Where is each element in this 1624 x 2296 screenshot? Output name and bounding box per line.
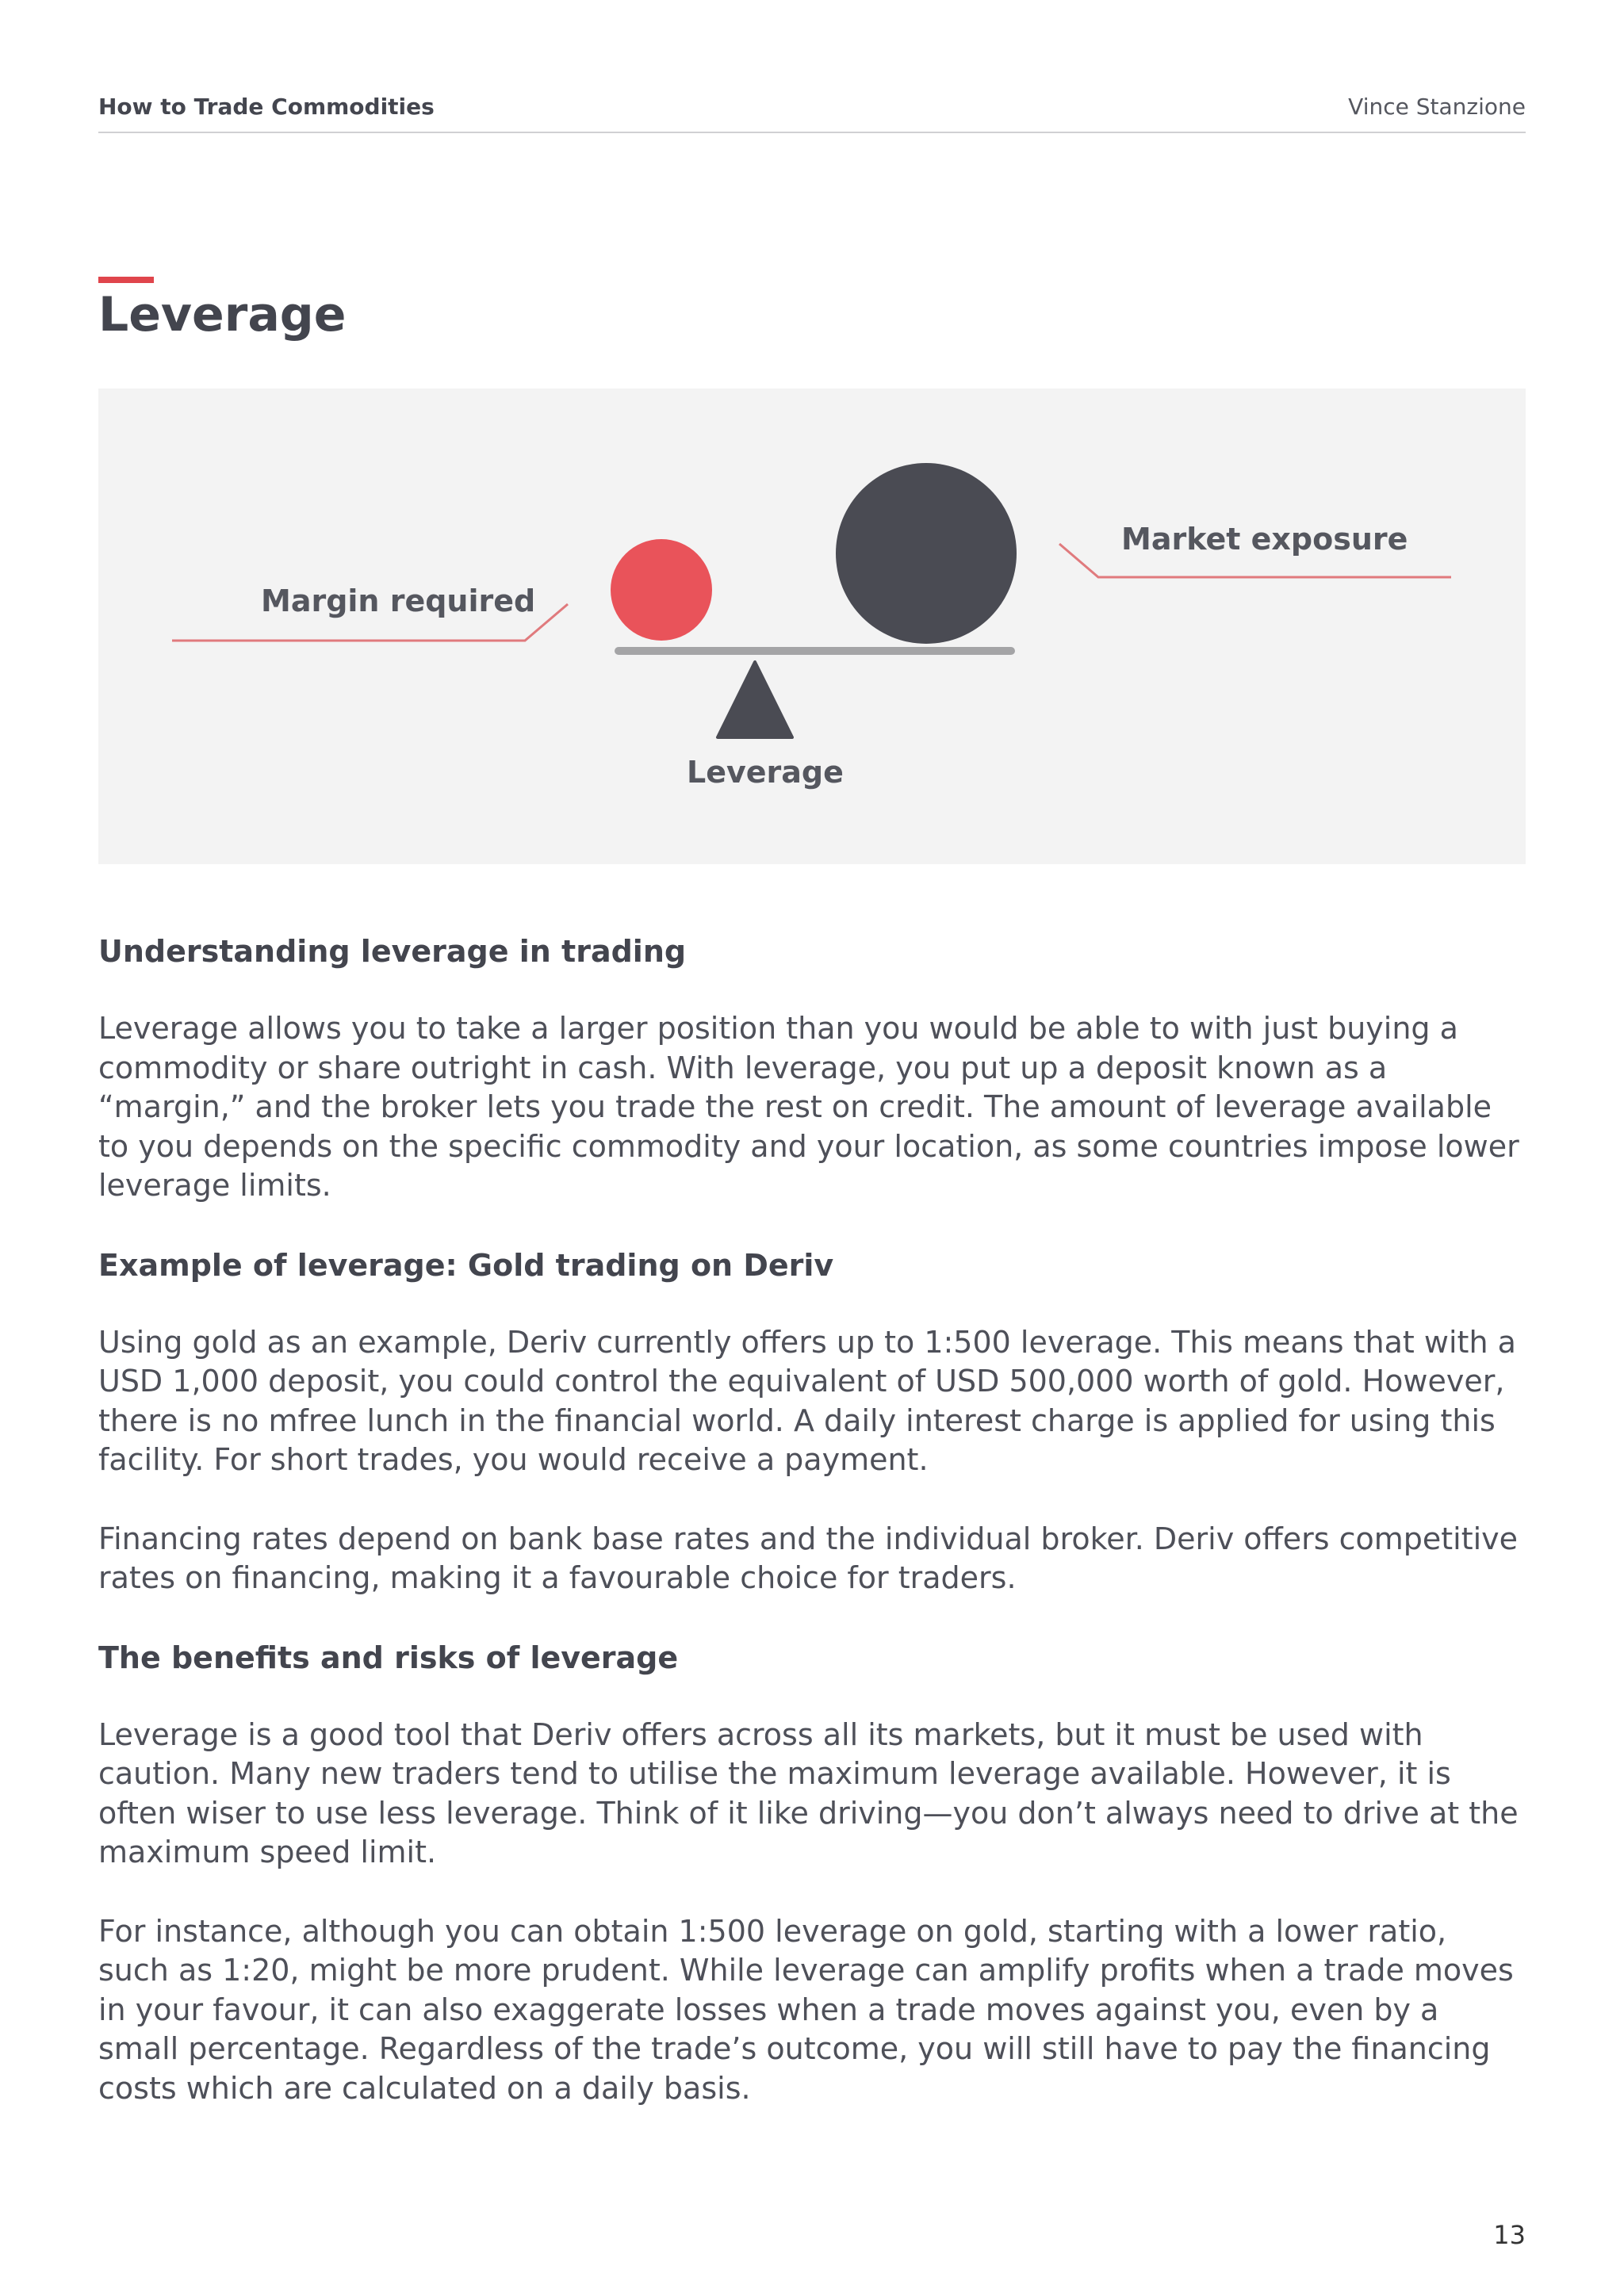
title-accent-bar [98,277,154,283]
page-title: Leverage [98,287,347,342]
page-number: 13 [1493,2220,1526,2250]
fulcrum-triangle [718,662,792,737]
margin-ball [611,539,712,641]
leverage-diagram [98,388,1526,864]
leverage-illustration [98,388,1526,864]
section-heading: Example of leverage: Gold trading on Deriv [98,1247,834,1283]
leverage-fulcrum-label: Leverage [687,755,844,790]
paragraph: For instance, although you can obtain 1:500 leverage on gold, starting with a lower ratio, such as 1:20, might be more prudent. While leverage can amplify profits when a trade moves in your favour, it can also exaggerate losses when a trade moves against you, even by a small percentage. Regardless of the trade’s outcome, you will still have to pay the financing costs which are calculated on a daily basis. [98,1913,1514,2106]
paragraph: Leverage allows you to take a larger position than you would be able to with just buying a commodity or share outright in cash. With leverage, you put up a deposit known as a “margin,” and the broker lets you trade the rest on credit. The amount of leverage available to you depends on the specific commodity and your location, as some countries impose lower leverage limits. [98,1011,1519,1203]
paragraph: Leverage is a good tool that Deriv offers across all its markets, but it must be used with caution. Many new traders tend to utilise the maximum leverage available. However, it is often wiser to use less leverage. Think of it like driving—you don’t always need to drive at the maximum speed limit. [98,1716,1519,1869]
market-exposure-label: Market exposure [1121,522,1408,557]
author-name: Vince Stanzione [1348,94,1526,120]
margin-required-label: Margin required [261,584,536,618]
section-heading: Understanding leverage in trading [98,934,687,969]
paragraph: Financing rates depend on bank base rates and the individual broker. Deriv offers competitive rates on financing, making it a favourable choice for traders. [98,1521,1519,1595]
document-title: How to Trade Commodities [98,94,435,120]
article-body [98,932,1526,2148]
exposure-ball [836,463,1017,644]
paragraph: Using gold as an example, Deriv currently offers up to 1:500 leverage. This means that with a USD 1,000 deposit, you could control the equivalent of USD 500,000 worth of gold. However, there is no mfree lunch in the financial world. A daily interest charge is applied for using this facility. For short trades, you would receive a payment. [98,1324,1516,1477]
section-heading: The benefits and risks of leverage [98,1640,679,1675]
page-header [98,92,1526,133]
